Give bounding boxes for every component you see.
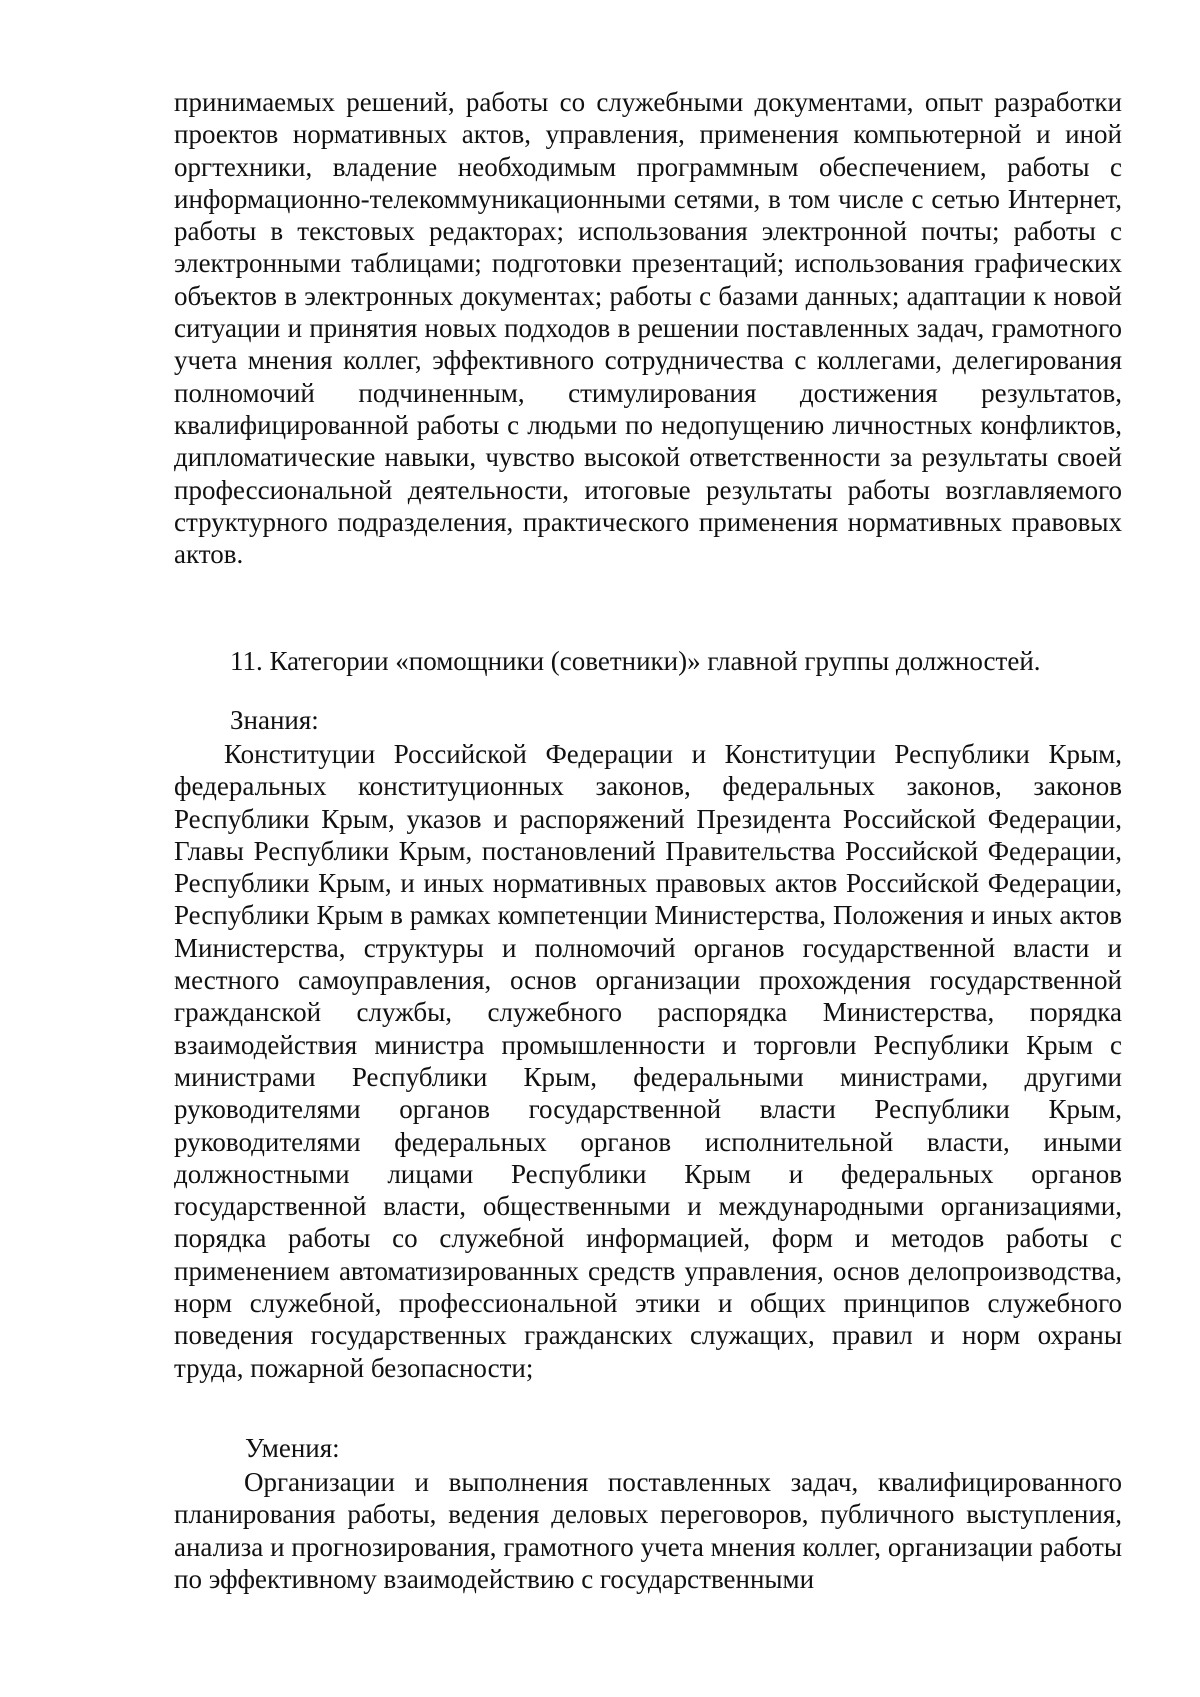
knowledge-paragraph	[174, 738, 1122, 1384]
section-heading: 11. Категории «помощники (советники)» главной группы должностей.	[230, 646, 1041, 676]
knowledge-text: Конституции Российской Федерации и Конституции Республики Крым, федеральных конституционных законов, федеральных законов, законов Республики Крым, указов и распоряжений Президента Российской Федерации, Главы Республики Крым, постановлений Правительства Российской Федерации, Республики Крым, и иных нормативных правовых актов Российской Федерации, Республики Крым в рамках компетенции Министерства, Положения и иных актов Министерства, структуры и полномочий органов государственной власти и местного самоуправления, основ организации прохождения государственной гражданской службы, служебного распорядка Министерства, порядка взаимодействия министра промышленности и торговли Республики Крым с министрами Республики Крым, федеральными министрами, другими руководителями органов государственной власти Республики Крым, руководителями федеральных органов исполнительной власти, иными должностными лицами Республики Крым и федеральных органов государственной власти, общественными и международными организациями, порядка работы со служебной информацией, форм и методов работы с применением автоматизированных средств управления, основ делопроизводства, норм служебной, профессиональной этики и общих принципов служебного поведения государственных гражданских служащих, правил и норм охраны труда, пожарной безопасности;	[174, 739, 1122, 1383]
skills-paragraph	[174, 1466, 1122, 1595]
continuation-paragraph	[174, 86, 1122, 570]
knowledge-label: Знания:	[230, 705, 319, 735]
paragraph-text: принимаемых решений, работы со служебными документами, опыт разработки проектов нормативных актов, управления, применения компьютерной и иной оргтехники, владение необходимым программным обеспечением, работы с информационно-телекоммуникационными сетями, в том числе с сетью Интернет, работы в текстовых редакторах; использования электронной почты; работы с электронными таблицами; подготовки презентаций; использования графических объектов в электронных документах; работы с базами данных; адаптации к новой ситуации и принятия новых подходов в решении поставленных задач, грамотного учета мнения коллег, эффективного сотрудничества с коллегами, делегирования полномочий подчиненным, стимулирования достижения результатов, квалифицированной работы с людьми по недопущению личностных конфликтов, дипломатические навыки, чувство высокой ответственности за результаты своей профессиональной деятельности, итоговые результаты работы возглавляемого структурного подразделения, практического применения нормативных правовых актов.	[174, 87, 1122, 570]
skills-label: Умения:	[245, 1433, 340, 1463]
skills-text: Организации и выполнения поставленных задач, квалифицированного планирования работы, ведения деловых переговоров, публичного выступления, анализа и прогнозирования, грамотного учета мнения коллег, организации работы по эффективному взаимодействию с государственными	[174, 1467, 1122, 1594]
